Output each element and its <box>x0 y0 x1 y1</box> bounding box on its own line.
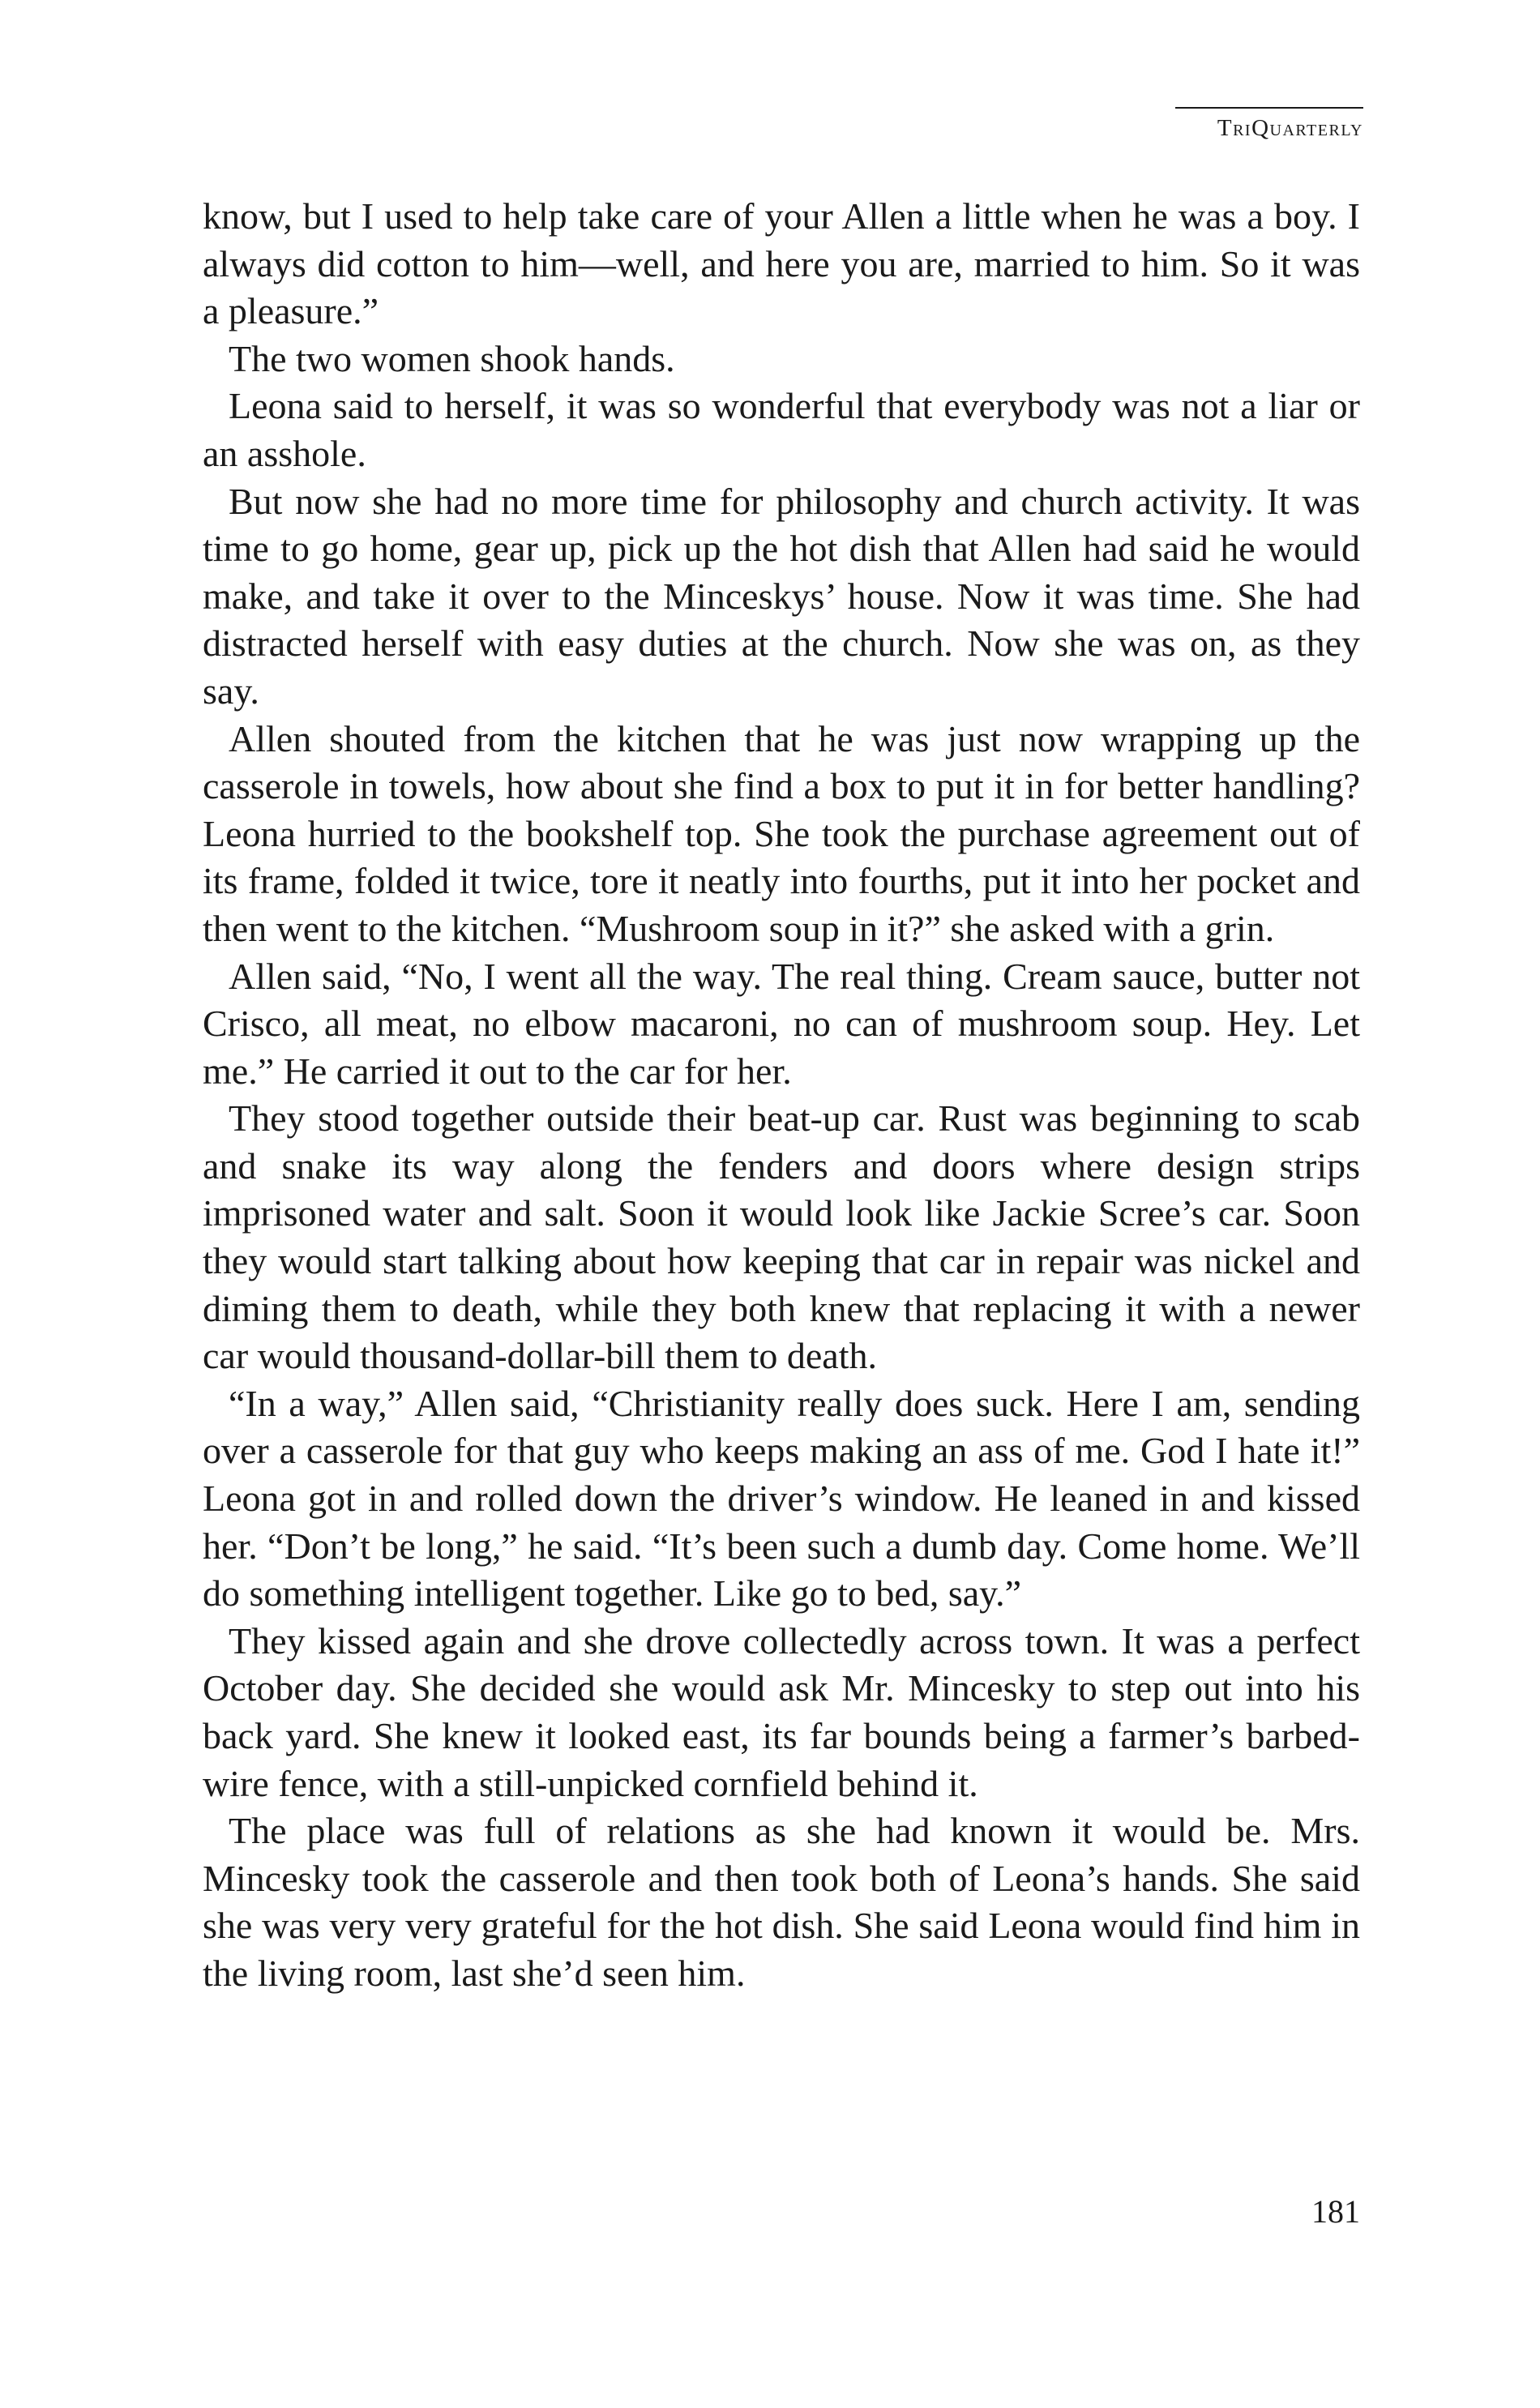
paragraph: But now she had no more time for philosophy and church activity. It was time to go home, gear up, pick up the hot dish that Allen had said he would make, and take it over to the Minceskys’ house. Now it was time. She had distracted herself with easy duties at the church. Now she was on, as they say. <box>203 480 1360 712</box>
paragraph: Leona said to herself, it was so wonderful that everybody was not a liar or an asshole. <box>203 385 1360 474</box>
body-text <box>203 193 1360 1998</box>
page-number: 181 <box>1311 2193 1360 2230</box>
paragraph: know, but I used to help take care of your Allen a little when he was a boy. I always did cotton to him—well, and here you are, married to him. So it was a pleasure.” <box>203 195 1360 332</box>
running-head: TriQuarterly <box>1217 115 1363 141</box>
header-rule <box>1175 107 1363 109</box>
paragraph: They kissed again and she drove collectedly across town. It was a perfect October day. She decided she would ask Mr. Mincesky to step out into his back yard. She knew it looked east, its far bounds being a farmer’s barbed-wire fence, with a still-unpicked cornfield behind it. <box>203 1619 1360 1804</box>
paragraph: The place was full of relations as she had known it would be. Mrs. Mincesky took the casserole and then took both of Leona’s hands. She said she was very very grateful for the hot dish. She said Leona would find him in the living room, last she’d seen him. <box>203 1810 1360 1994</box>
paragraph: “In a way,” Allen said, “Christianity really does suck. Here I am, sending over a casserole for that guy who keeps making an ass of me. God I hate it!” Leona got in and rolled down the driver’s window. He leaned in and kissed her. “Don’t be long,” he said. “It’s been such a dumb day. Come home. We’ll do something intelligent together. Like go to bed, say.” <box>203 1382 1360 1615</box>
paragraph: Allen said, “No, I went all the way. The real thing. Cream sauce, butter not Crisco, all meat, no elbow macaroni, no can of mushroom soup. Hey. Let me.” He carried it out to the car for her. <box>203 955 1360 1092</box>
paragraph: They stood together outside their beat-up car. Rust was beginning to scab and snake its way along the fenders and doors where design strips imprisoned water and salt. Soon it would look like Jackie Scree’s car. Soon they would start talking about how keeping that car in repair was nickel and diming them to death, while they both knew that replacing it with a newer car would thousand-dollar-bill them to death. <box>203 1097 1360 1377</box>
paragraph: The two women shook hands. <box>229 337 675 379</box>
paragraph: Allen shouted from the kitchen that he was just now wrapping up the casserole in towels, how about she find a box to put it in for better handling? Leona hurried to the bookshelf top. She took the purchase agreement out of its frame, folded it twice, tore it neatly into fourths, put it into her pocket and then went to the kitchen. “Mushroom soup in it?” she asked with a grin. <box>203 717 1360 949</box>
